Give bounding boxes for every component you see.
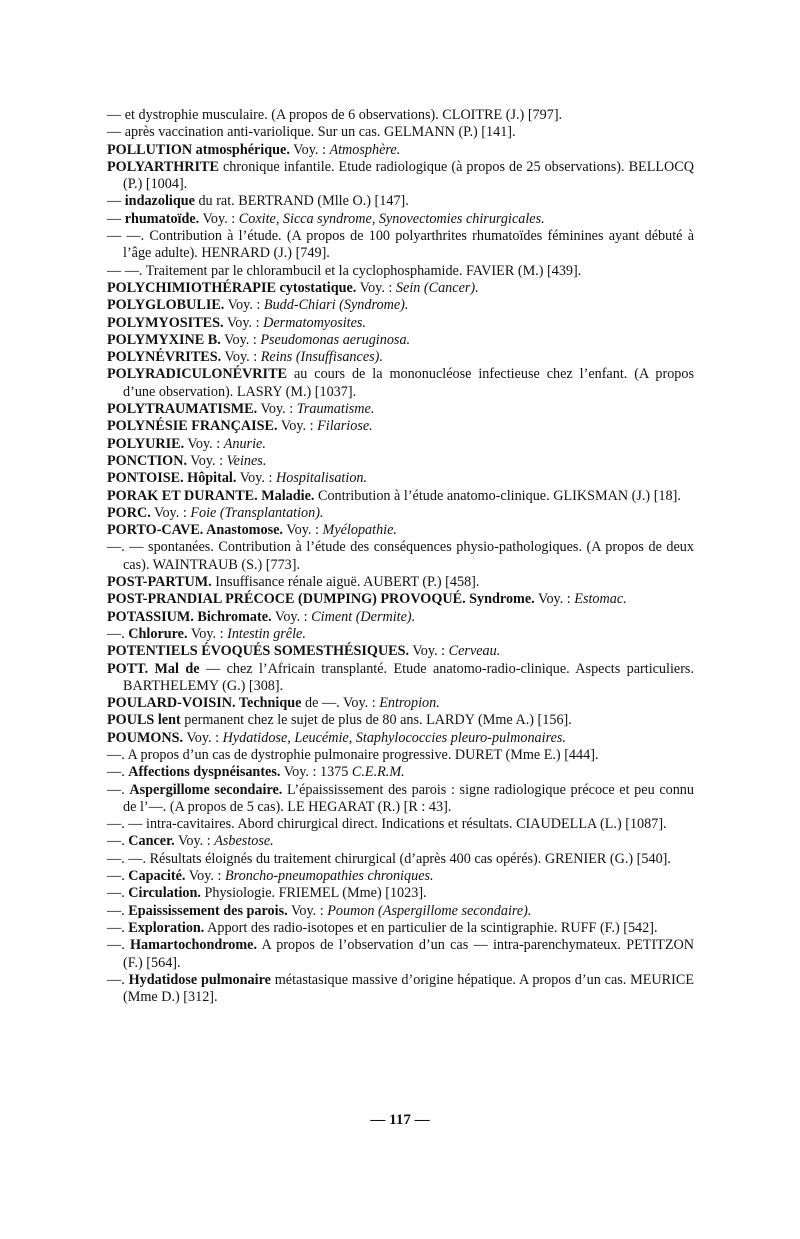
entry-text: Voy. : (150, 504, 191, 521)
entry-reference: Hydatidose, Leucémie, Staphylococcies pleuro-pulmonaires. (222, 729, 566, 746)
entry-reference: Poumon (Aspergillome secondaire). (327, 902, 532, 919)
index-entry (107, 488, 694, 505)
entry-prefix: —. — (107, 816, 147, 833)
entry-heading: Affections dyspnéisantes. (128, 764, 281, 781)
index-entry (107, 124, 694, 141)
entry-text: Voy. : (277, 418, 318, 435)
entry-text: permanent chez le sujet de plus de 80 ans. LARDY (Mme A.) [156]. (180, 712, 572, 729)
entry-text: Voy. : (183, 729, 223, 746)
entry-heading: indazolique (124, 193, 195, 210)
entry-text: Voy. : (187, 625, 228, 642)
entry-heading: POLYNÉVRITES. (107, 349, 222, 366)
entry-heading: Aspergillome secondaire. (129, 781, 283, 798)
entry-heading: POUMONS. (107, 729, 184, 746)
index-entry (107, 574, 694, 591)
entry-text: Voy. : (224, 297, 264, 314)
entry-prefix: —. (107, 971, 129, 988)
index-entry (107, 730, 694, 747)
index-entry (107, 436, 694, 453)
entry-prefix: —. —. (107, 850, 150, 867)
entry-prefix: — (107, 107, 125, 123)
entry-prefix: — (107, 210, 125, 227)
entry-reference: Reins (Insuffisances). (260, 349, 383, 366)
entry-text: Voy. : (289, 141, 330, 158)
entry-text: — chez l’Africain transplanté. Etude anatomo-radio-clinique. Aspects particuliers. BARTHELEMY (G.) [308]. (123, 660, 694, 694)
entry-reference: Atmosphère. (329, 141, 401, 158)
index-entry (107, 349, 694, 366)
index-entry (107, 661, 694, 696)
entry-prefix: —. (107, 746, 128, 763)
index-entry (107, 903, 694, 920)
entry-prefix: —. (107, 764, 129, 781)
index-page-body (107, 107, 694, 1006)
entry-text: Voy. : (174, 833, 215, 850)
entry-reference: Hospitalisation. (276, 470, 368, 487)
index-entry (107, 539, 694, 574)
entry-text: et dystrophie musculaire. (A propos de 6 observations). CLOITRE (J.) [797]. (124, 107, 563, 123)
entry-heading: POLYMYOSITES. (107, 314, 224, 331)
index-entry (107, 107, 694, 124)
entry-text: Apport des radio-isotopes et en particulier de la scintigraphie. RUFF (F.) [542]. (204, 919, 658, 936)
index-entry (107, 280, 694, 297)
index-entry (107, 401, 694, 418)
index-entry (107, 747, 694, 764)
index-entry (107, 609, 694, 626)
entry-prefix: —. (107, 868, 129, 885)
entry-text: Voy. : (185, 868, 225, 885)
entry-text: chronique infantile. Etude radiologique (à propos de 25 observations). BELLOCQ (P.) [1004]. (123, 158, 694, 193)
entry-heading: Circulation. (128, 885, 201, 902)
entry-heading: POLYGLOBULIE. (107, 297, 225, 314)
entry-heading: Epaississement des parois. (128, 902, 288, 919)
entry-text: Voy. : (257, 401, 297, 418)
entry-text: Voy. : (271, 608, 312, 625)
entry-text: Résultats éloignés du traitement chirurgical (d’après 400 cas opérés). GRENIER (G.) [540]. (149, 850, 671, 867)
entry-prefix: —. (107, 833, 129, 850)
index-entry (107, 626, 694, 643)
entry-text: après vaccination anti-variolique. Sur un cas. GELMANN (P.) [141]. (124, 124, 516, 141)
entry-prefix: — —. (107, 228, 150, 245)
entry-heading: rhumatoïde. (124, 210, 200, 227)
index-entry (107, 211, 694, 228)
entry-prefix: —. (107, 902, 129, 919)
entry-text: Voy. : (220, 331, 261, 348)
entry-reference: Traumatisme. (296, 401, 375, 418)
entry-text: Contribution à l’étude. (A propos de 100 polyarthrites rhumatoïdes féminines ayant débuté à l’âge adulte). HENRARD (J.) [749]. (123, 228, 695, 262)
entry-text: du rat. BERTRAND (Mlle O.) [147]. (194, 193, 409, 210)
index-entry (107, 418, 694, 435)
entry-text: Voy. : (221, 349, 261, 366)
index-entry (107, 332, 694, 349)
index-entry (107, 297, 694, 314)
entry-heading: POLLUTION atmosphérique. (107, 141, 290, 158)
entry-reference: Anurie. (223, 435, 266, 452)
entry-reference: Ciment (Dermite). (311, 608, 416, 625)
entry-heading: POLYARTHRITE (107, 158, 219, 175)
index-entry (107, 263, 694, 280)
entry-heading: PONTOISE. Hôpital. (107, 470, 237, 487)
entry-text: Voy. : (287, 902, 328, 919)
entry-text: de —. Voy. : (301, 695, 380, 712)
entry-reference: Pseudomonas aeruginosa. (260, 331, 411, 348)
entry-reference: Broncho-pneumopathies chroniques. (224, 868, 434, 885)
entry-text: Voy. : (184, 435, 224, 452)
entry-heading: Capacité. (128, 868, 186, 885)
index-entry (107, 470, 694, 487)
index-entry (107, 453, 694, 470)
entry-reference: Filariose. (317, 418, 373, 435)
index-entry (107, 851, 694, 868)
entry-heading: POLYMYXINE B. (107, 331, 221, 348)
entry-prefix: —. (107, 781, 130, 798)
index-entry (107, 315, 694, 332)
index-entry (107, 142, 694, 159)
entry-heading: POST-PARTUM. (107, 574, 212, 591)
entry-prefix: —. — (107, 539, 149, 556)
entry-heading: Hamartochondrome. (130, 937, 258, 954)
entry-heading: Cancer. (128, 833, 175, 850)
entry-text: L’épaississement des parois : signe radiologique précoce et peu connu de l’—. (A propos de 5 cas). LE HEGARAT (R.) [R : 43]. (123, 781, 694, 815)
entry-reference: Entropion. (379, 695, 440, 712)
entry-text: A propos de l’observation d’un cas — intra-parenchymateux. PETITZON (F.) [564]. (123, 937, 694, 971)
entry-text: au cours de la mononucléose infectieuse chez l’enfant. (A propos d’une observation). LASRY (M.) [1037]. (123, 366, 694, 400)
entry-reference: Dermatomyosites. (263, 314, 366, 331)
entry-text: Voy. : (409, 643, 449, 660)
entry-heading: POTENTIELS ÉVOQUÉS SOMESTHÉSIQUES. (107, 643, 410, 660)
entry-text: Voy. : (534, 591, 575, 608)
entry-text: Contribution à l’étude anatomo-clinique. GLIKSMAN (J.) [18]. (314, 487, 681, 504)
index-entry (107, 937, 694, 972)
index-entry (107, 193, 694, 210)
index-entry (107, 695, 694, 712)
entry-text: Insuffisance rénale aiguë. AUBERT (P.) [458]. (211, 574, 480, 591)
entry-heading: Chlorure. (128, 625, 188, 642)
entry-reference: Coxite, Sicca syndrome, Synovectomies chirurgicales. (238, 210, 545, 227)
entry-text: Voy. : (187, 452, 227, 469)
entry-text: Voy. : (223, 314, 264, 331)
entry-prefix: —. (107, 885, 129, 902)
entry-heading: POLYURIE. (107, 435, 185, 452)
index-entry (107, 972, 694, 1007)
entry-prefix: — —. (107, 262, 146, 279)
entry-heading: POLYRADICULONÉVRITE (107, 366, 288, 383)
entry-heading: POLYNÉSIE FRANÇAISE. (107, 418, 278, 435)
entry-heading: POTASSIUM. Bichromate. (107, 608, 272, 625)
entry-heading: Exploration. (128, 919, 205, 936)
entry-text: Traitement par le chlorambucil et la cyclophosphamide. FAVIER (M.) [439]. (145, 262, 582, 279)
index-entry (107, 159, 694, 194)
entry-heading: POLYTRAUMATISME. (107, 401, 258, 418)
entry-text: A propos d’un cas de dystrophie pulmonaire progressive. DURET (Mme E.) [444]. (127, 746, 599, 763)
entry-reference: Myélopathie. (322, 522, 397, 539)
index-entry (107, 228, 694, 263)
entry-text: Voy. : 1375 (280, 764, 352, 781)
entry-text: Voy. : (356, 279, 396, 296)
index-entry (107, 712, 694, 729)
entry-prefix: —. (107, 919, 129, 936)
index-entry (107, 764, 694, 781)
entry-text: Voy. : (199, 210, 239, 227)
entry-prefix: — (107, 124, 125, 141)
index-entry (107, 833, 694, 850)
entry-reference: Asbestose. (214, 833, 274, 850)
entry-heading: PORTO-CAVE. Anastomose. (107, 522, 283, 539)
index-entry (107, 816, 694, 833)
entry-reference: Intestin grêle. (227, 625, 306, 642)
index-entry (107, 782, 694, 817)
entry-reference: Cerveau. (448, 643, 501, 660)
entry-heading: POULS lent (107, 712, 181, 729)
entry-heading: PORAK ET DURANTE. Maladie. (107, 487, 315, 504)
index-entry (107, 591, 694, 608)
entry-reference: Foie (Transplantation). (190, 504, 324, 521)
index-entry (107, 920, 694, 937)
entry-text: spontanées. Contribution à l’étude des conséquences physio-pathologiques. (A propos de deux cas). WAINTRAUB (S.) [773]. (123, 539, 694, 573)
index-entry (107, 366, 694, 401)
index-entry (107, 522, 694, 539)
entry-heading: POLYCHIMIOTHÉRAPIE cytostatique. (107, 279, 357, 296)
entry-text: métastasique massive d’origine hépatique. A propos d’un cas. MEURICE (Mme D.) [312]. (123, 971, 694, 1006)
entry-prefix: —. (107, 937, 130, 954)
entry-heading: PORC. (107, 504, 151, 521)
index-entry (107, 868, 694, 885)
entry-reference: C.E.R.M. (351, 764, 405, 781)
index-entry (107, 505, 694, 522)
entry-heading: POULARD-VOISIN. Technique (107, 695, 302, 712)
entry-reference: Veines. (226, 452, 267, 469)
entry-heading: Hydatidose pulmonaire (128, 971, 271, 988)
index-entry (107, 643, 694, 660)
entry-text: Physiologie. FRIEMEL (Mme) [1023]. (200, 885, 427, 902)
entry-text: intra-cavitaires. Abord chirurgical direct. Indications et résultats. CIAUDELLA (L.) [1087]. (146, 816, 667, 833)
entry-prefix: —. (107, 625, 129, 642)
entry-heading: POST-PRANDIAL PRÉCOCE (DUMPING) PROVOQUÉ. Syndrome. (107, 591, 535, 608)
entry-text: Voy. : (236, 470, 276, 487)
entry-heading: PONCTION. (107, 452, 188, 469)
entry-prefix: — (107, 193, 125, 210)
page-number: — 117 — (370, 1112, 430, 1128)
index-entry (107, 885, 694, 902)
entry-reference: Sein (Cancer). (395, 279, 479, 296)
entry-reference: Estomac. (574, 591, 627, 608)
entry-heading: POTT. Mal de (107, 660, 200, 677)
entry-text: Voy. : (282, 522, 323, 539)
entry-reference: Budd-Chiari (Syndrome). (263, 297, 409, 314)
